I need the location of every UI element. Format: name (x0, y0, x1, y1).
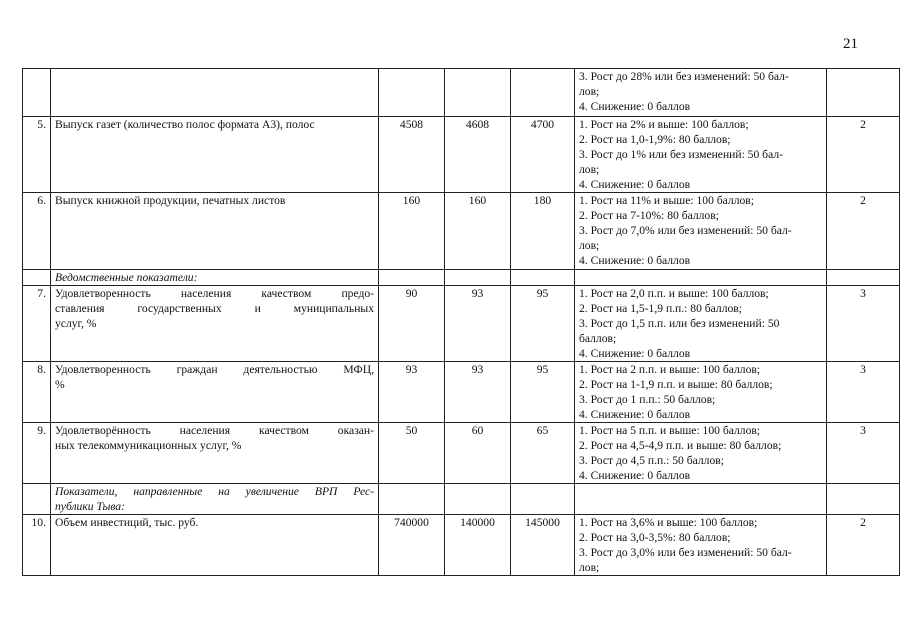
empty-cell (379, 270, 445, 286)
empty-cell (575, 270, 827, 286)
criteria-line: 4. Снижение: 0 баллов (579, 100, 691, 113)
table-row (23, 117, 900, 193)
section-row (23, 270, 900, 286)
criteria-line: 2. Рост на 1-1,9 п.п. и выше: 80 баллов; (579, 378, 773, 391)
row-number-cell (23, 270, 51, 286)
value-year-2: 4608 (445, 117, 511, 193)
row-number-cell (23, 484, 51, 515)
value-year-2: 140000 (445, 515, 511, 576)
empty-cell (827, 484, 900, 515)
empty-cell (379, 484, 445, 515)
criteria-line: 2. Рост на 1,5-1,9 п.п.: 80 баллов; (579, 302, 742, 315)
table-row (23, 193, 900, 270)
weight-coefficient: 3 (827, 362, 900, 423)
row-number (23, 69, 51, 117)
row-number: 9. (23, 423, 51, 484)
indicator-name-line: Объем инвестиций, тыс. руб. (55, 516, 199, 529)
indicator-name (51, 193, 379, 270)
value-year-1: 93 (379, 362, 445, 423)
criteria-line: 2. Рост на 3,0-3,5%: 80 баллов; (579, 531, 731, 544)
value-year-1 (379, 69, 445, 117)
indicator-name (51, 362, 379, 423)
row-number: 5. (23, 117, 51, 193)
table-row (23, 423, 900, 484)
weight-coefficient: 3 (827, 286, 900, 362)
scoring-criteria (575, 69, 827, 117)
value-year-3: 95 (511, 362, 575, 423)
section-label (51, 484, 379, 515)
scoring-criteria (575, 515, 827, 576)
criteria-line: 3. Рост до 28% или без изменений: 50 бал- (579, 70, 789, 83)
criteria-line: лов; (579, 163, 600, 176)
value-year-3: 65 (511, 423, 575, 484)
indicator-name (51, 117, 379, 193)
criteria-line: 3. Рост до 1% или без изменений: 50 бал- (579, 148, 783, 161)
scoring-criteria (575, 193, 827, 270)
indicator-name-line: ставления государственных и муниципальных (55, 302, 374, 315)
criteria-line: 2. Рост на 4,5-4,9 п.п. и выше: 80 баллов; (579, 439, 782, 452)
table-row (23, 362, 900, 423)
criteria-line: 1. Рост на 11% и выше: 100 баллов; (579, 194, 754, 207)
empty-cell (575, 484, 827, 515)
indicators-table (22, 68, 900, 576)
value-year-3: 145000 (511, 515, 575, 576)
table-body (23, 69, 900, 576)
scoring-criteria (575, 423, 827, 484)
criteria-line: 1. Рост на 5 п.п. и выше: 100 баллов; (579, 424, 761, 437)
row-number: 8. (23, 362, 51, 423)
criteria-line: 4. Снижение: 0 баллов (579, 469, 691, 482)
indicator-name-text: Выпуск газет (количество полос формата А3), полос (55, 118, 315, 131)
value-year-2: 93 (445, 286, 511, 362)
table-row (23, 69, 900, 117)
empty-cell (445, 270, 511, 286)
indicator-name-line: Удовлетворенность населения качеством предо- (55, 287, 374, 300)
criteria-line: 1. Рост на 2 п.п. и выше: 100 баллов; (579, 363, 761, 376)
row-number: 6. (23, 193, 51, 270)
value-year-2: 160 (445, 193, 511, 270)
criteria-line: 3. Рост до 3,0% или без изменений: 50 бал- (579, 546, 792, 559)
empty-cell (827, 270, 900, 286)
criteria-line: 2. Рост на 1,0-1,9%: 80 баллов; (579, 133, 731, 146)
criteria-line: 1. Рост на 3,6% и выше: 100 баллов; (579, 516, 758, 529)
value-year-1: 160 (379, 193, 445, 270)
criteria-line: 4. Снижение: 0 баллов (579, 347, 691, 360)
section-label-line: Показатели, направленные на увеличение ВРП Рес- (55, 485, 374, 498)
weight-coefficient: 3 (827, 423, 900, 484)
table-row (23, 515, 900, 576)
value-year-3: 180 (511, 193, 575, 270)
section-label-line: публики Тыва: (55, 500, 125, 513)
value-year-2: 93 (445, 362, 511, 423)
indicator-name-line: услуг, % (55, 317, 97, 330)
section-label (51, 270, 379, 286)
indicator-name-line: Удовлетворённость населения качеством оказан- (55, 424, 374, 437)
weight-coefficient: 2 (827, 515, 900, 576)
criteria-line: баллов; (579, 332, 617, 345)
criteria-line: 4. Снижение: 0 баллов (579, 408, 691, 421)
criteria-line: 4. Снижение: 0 баллов (579, 254, 691, 267)
weight-coefficient: 2 (827, 117, 900, 193)
indicator-name-text: Выпуск книжной продукции, печатных листов (55, 194, 286, 207)
indicator-name (51, 286, 379, 362)
scoring-criteria (575, 117, 827, 193)
value-year-1: 4508 (379, 117, 445, 193)
section-label-text: Ведомственные показатели: (55, 271, 198, 284)
value-year-1: 90 (379, 286, 445, 362)
value-year-2: 60 (445, 423, 511, 484)
value-year-2 (445, 69, 511, 117)
criteria-line: 3. Рост до 1,5 п.п. или без изменений: 50 (579, 317, 780, 330)
criteria-line: 1. Рост на 2,0 п.п. и выше: 100 баллов; (579, 287, 769, 300)
value-year-1: 50 (379, 423, 445, 484)
value-year-1: 740000 (379, 515, 445, 576)
value-year-3 (511, 69, 575, 117)
row-number: 10. (23, 515, 51, 576)
empty-cell (445, 484, 511, 515)
empty-cell (511, 484, 575, 515)
section-row (23, 484, 900, 515)
indicator-name-line: ных телекоммуникационных услуг, % (55, 439, 242, 452)
weight-coefficient: 2 (827, 193, 900, 270)
criteria-line: 2. Рост на 7-10%: 80 баллов; (579, 209, 719, 222)
criteria-line: 3. Рост до 1 п.п.: 50 баллов; (579, 393, 716, 406)
criteria-line: лов; (579, 85, 600, 98)
criteria-line: 4. Снижение: 0 баллов (579, 178, 691, 191)
page-number: 21 (843, 36, 858, 52)
weight-coefficient (827, 69, 900, 117)
indicator-name (51, 515, 379, 576)
indicator-name-line: % (55, 378, 65, 391)
value-year-3: 4700 (511, 117, 575, 193)
scoring-criteria (575, 362, 827, 423)
criteria-line: 1. Рост на 2% и выше: 100 баллов; (579, 118, 749, 131)
indicator-name (51, 69, 379, 117)
criteria-line: 3. Рост до 7,0% или без изменений: 50 бал- (579, 224, 792, 237)
value-year-3: 95 (511, 286, 575, 362)
empty-cell (511, 270, 575, 286)
indicator-name (51, 423, 379, 484)
criteria-line: 3. Рост до 4,5 п.п.: 50 баллов; (579, 454, 724, 467)
scoring-criteria (575, 286, 827, 362)
criteria-line: лов; (579, 561, 600, 574)
indicator-name-line: Удовлетворенность граждан деятельностью МФЦ, (55, 363, 374, 376)
criteria-line: лов; (579, 239, 600, 252)
table-row (23, 286, 900, 362)
row-number: 7. (23, 286, 51, 362)
